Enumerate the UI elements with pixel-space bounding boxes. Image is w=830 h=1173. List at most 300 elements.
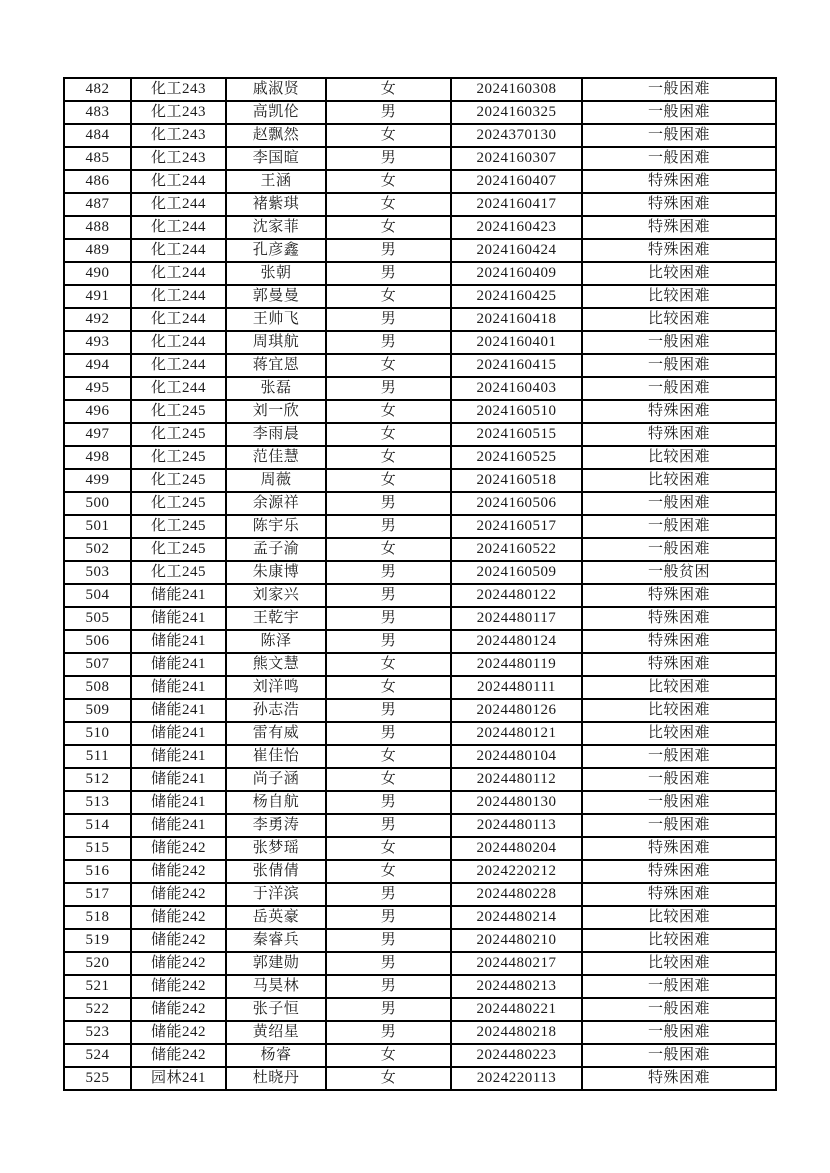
student-name-cell: 周琪航 — [226, 331, 326, 354]
table-row — [64, 791, 776, 814]
student-name-cell: 崔佳怡 — [226, 745, 326, 768]
table-row — [64, 193, 776, 216]
student-name-cell: 朱康博 — [226, 561, 326, 584]
row-number-cell: 496 — [64, 400, 131, 423]
class-name-cell: 化工245 — [131, 423, 226, 446]
student-name-cell: 孙志浩 — [226, 699, 326, 722]
student-name-cell: 刘洋鸣 — [226, 676, 326, 699]
student-name-cell: 孔彦鑫 — [226, 239, 326, 262]
table-row — [64, 998, 776, 1021]
class-name-cell: 化工244 — [131, 216, 226, 239]
row-number-cell: 485 — [64, 147, 131, 170]
class-name-cell: 储能241 — [131, 722, 226, 745]
row-number-cell: 504 — [64, 584, 131, 607]
gender-cell: 男 — [326, 952, 451, 975]
table-row — [64, 469, 776, 492]
student-name-cell: 张倩倩 — [226, 860, 326, 883]
difficulty-level-cell: 一般困难 — [582, 814, 776, 837]
row-number-cell: 503 — [64, 561, 131, 584]
row-number-cell: 507 — [64, 653, 131, 676]
student-id-cell: 2024480204 — [451, 837, 582, 860]
difficulty-level-cell: 特殊困难 — [582, 170, 776, 193]
class-name-cell: 化工245 — [131, 515, 226, 538]
difficulty-level-cell: 特殊困难 — [582, 216, 776, 239]
gender-cell: 女 — [326, 285, 451, 308]
table-row — [64, 768, 776, 791]
table-row — [64, 147, 776, 170]
student-id-cell: 2024160510 — [451, 400, 582, 423]
gender-cell: 女 — [326, 653, 451, 676]
row-number-cell: 490 — [64, 262, 131, 285]
gender-cell: 男 — [326, 101, 451, 124]
row-number-cell: 483 — [64, 101, 131, 124]
table-row — [64, 1021, 776, 1044]
gender-cell: 男 — [326, 814, 451, 837]
class-name-cell: 储能242 — [131, 906, 226, 929]
student-name-cell: 岳英豪 — [226, 906, 326, 929]
gender-cell: 男 — [326, 607, 451, 630]
student-id-cell: 2024220113 — [451, 1067, 582, 1090]
row-number-cell: 514 — [64, 814, 131, 837]
difficulty-level-cell: 一般困难 — [582, 124, 776, 147]
student-id-cell: 2024160401 — [451, 331, 582, 354]
class-name-cell: 储能242 — [131, 929, 226, 952]
gender-cell: 男 — [326, 377, 451, 400]
class-name-cell: 储能241 — [131, 607, 226, 630]
student-name-cell: 王帅飞 — [226, 308, 326, 331]
student-name-cell: 陈宇乐 — [226, 515, 326, 538]
student-name-cell: 马昊林 — [226, 975, 326, 998]
gender-cell: 女 — [326, 170, 451, 193]
table-row — [64, 860, 776, 883]
table-row — [64, 929, 776, 952]
table-row — [64, 814, 776, 837]
student-name-cell: 沈家菲 — [226, 216, 326, 239]
student-id-cell: 2024160425 — [451, 285, 582, 308]
class-name-cell: 化工244 — [131, 193, 226, 216]
row-number-cell: 523 — [64, 1021, 131, 1044]
difficulty-level-cell: 一般困难 — [582, 791, 776, 814]
student-id-cell: 2024480126 — [451, 699, 582, 722]
table-row — [64, 722, 776, 745]
student-id-cell: 2024480228 — [451, 883, 582, 906]
table-row — [64, 354, 776, 377]
student-name-cell: 杜晓丹 — [226, 1067, 326, 1090]
difficulty-level-cell: 特殊困难 — [582, 1067, 776, 1090]
table-row — [64, 377, 776, 400]
student-name-cell: 郭建勋 — [226, 952, 326, 975]
row-number-cell: 509 — [64, 699, 131, 722]
row-number-cell: 499 — [64, 469, 131, 492]
gender-cell: 男 — [326, 906, 451, 929]
difficulty-level-cell: 比较困难 — [582, 676, 776, 699]
row-number-cell: 512 — [64, 768, 131, 791]
gender-cell: 男 — [326, 561, 451, 584]
row-number-cell: 508 — [64, 676, 131, 699]
student-id-cell: 2024480121 — [451, 722, 582, 745]
table-row — [64, 446, 776, 469]
student-name-cell: 余源祥 — [226, 492, 326, 515]
gender-cell: 女 — [326, 768, 451, 791]
student-name-cell: 刘家兴 — [226, 584, 326, 607]
row-number-cell: 492 — [64, 308, 131, 331]
class-name-cell: 储能242 — [131, 998, 226, 1021]
row-number-cell: 510 — [64, 722, 131, 745]
student-id-cell: 2024480111 — [451, 676, 582, 699]
gender-cell: 男 — [326, 331, 451, 354]
difficulty-level-cell: 比较困难 — [582, 699, 776, 722]
table-row — [64, 170, 776, 193]
student-id-cell: 2024160407 — [451, 170, 582, 193]
difficulty-level-cell: 特殊困难 — [582, 423, 776, 446]
difficulty-level-cell: 一般困难 — [582, 1021, 776, 1044]
difficulty-level-cell: 一般困难 — [582, 147, 776, 170]
class-name-cell: 储能242 — [131, 1021, 226, 1044]
difficulty-level-cell: 一般困难 — [582, 998, 776, 1021]
student-id-cell: 2024370130 — [451, 124, 582, 147]
student-name-cell: 杨自航 — [226, 791, 326, 814]
gender-cell: 女 — [326, 78, 451, 101]
student-name-cell: 陈泽 — [226, 630, 326, 653]
table-row — [64, 676, 776, 699]
class-name-cell: 化工244 — [131, 239, 226, 262]
table-row — [64, 883, 776, 906]
student-id-cell: 2024480221 — [451, 998, 582, 1021]
student-name-cell: 于洋滨 — [226, 883, 326, 906]
difficulty-level-cell: 特殊困难 — [582, 630, 776, 653]
difficulty-level-cell: 比较困难 — [582, 929, 776, 952]
class-name-cell: 储能241 — [131, 676, 226, 699]
row-number-cell: 502 — [64, 538, 131, 561]
student-id-cell: 2024480113 — [451, 814, 582, 837]
student-name-cell: 黄绍星 — [226, 1021, 326, 1044]
student-name-cell: 褚紫琪 — [226, 193, 326, 216]
student-name-cell: 高凯伦 — [226, 101, 326, 124]
table-row — [64, 423, 776, 446]
student-id-cell: 2024160424 — [451, 239, 582, 262]
class-name-cell: 化工244 — [131, 285, 226, 308]
class-name-cell: 储能241 — [131, 584, 226, 607]
table-row — [64, 630, 776, 653]
class-name-cell: 园林241 — [131, 1067, 226, 1090]
student-name-cell: 张磊 — [226, 377, 326, 400]
table-row — [64, 78, 776, 101]
gender-cell: 女 — [326, 1044, 451, 1067]
table-row — [64, 607, 776, 630]
table-row — [64, 561, 776, 584]
class-name-cell: 化工245 — [131, 469, 226, 492]
gender-cell: 男 — [326, 308, 451, 331]
student-name-cell: 尚子涵 — [226, 768, 326, 791]
table-row — [64, 400, 776, 423]
gender-cell: 男 — [326, 883, 451, 906]
row-number-cell: 511 — [64, 745, 131, 768]
row-number-cell: 501 — [64, 515, 131, 538]
student-name-cell: 郭曼曼 — [226, 285, 326, 308]
class-name-cell: 储能241 — [131, 791, 226, 814]
class-name-cell: 化工245 — [131, 446, 226, 469]
student-name-cell: 王涵 — [226, 170, 326, 193]
gender-cell: 男 — [326, 791, 451, 814]
gender-cell: 女 — [326, 745, 451, 768]
row-number-cell: 486 — [64, 170, 131, 193]
gender-cell: 女 — [326, 538, 451, 561]
table-row — [64, 492, 776, 515]
difficulty-level-cell: 特殊困难 — [582, 653, 776, 676]
difficulty-level-cell: 比较困难 — [582, 469, 776, 492]
student-id-cell: 2024160525 — [451, 446, 582, 469]
student-id-cell: 2024160522 — [451, 538, 582, 561]
gender-cell: 女 — [326, 446, 451, 469]
student-id-cell: 2024480130 — [451, 791, 582, 814]
table-row — [64, 1067, 776, 1090]
gender-cell: 女 — [326, 469, 451, 492]
difficulty-level-cell: 比较困难 — [582, 285, 776, 308]
student-name-cell: 秦睿兵 — [226, 929, 326, 952]
table-row — [64, 101, 776, 124]
student-name-cell: 范佳慧 — [226, 446, 326, 469]
row-number-cell: 519 — [64, 929, 131, 952]
student-id-cell: 2024480213 — [451, 975, 582, 998]
table-row — [64, 285, 776, 308]
difficulty-level-cell: 一般困难 — [582, 492, 776, 515]
class-name-cell: 化工245 — [131, 492, 226, 515]
class-name-cell: 化工245 — [131, 538, 226, 561]
difficulty-level-cell: 一般困难 — [582, 377, 776, 400]
difficulty-level-cell: 特殊困难 — [582, 400, 776, 423]
class-name-cell: 储能242 — [131, 883, 226, 906]
class-name-cell: 化工244 — [131, 354, 226, 377]
difficulty-level-cell: 特殊困难 — [582, 837, 776, 860]
difficulty-level-cell: 比较困难 — [582, 952, 776, 975]
class-name-cell: 化工243 — [131, 147, 226, 170]
student-id-cell: 2024480112 — [451, 768, 582, 791]
student-id-cell: 2024160307 — [451, 147, 582, 170]
gender-cell: 女 — [326, 193, 451, 216]
gender-cell: 男 — [326, 699, 451, 722]
table-row — [64, 1044, 776, 1067]
student-id-cell: 2024480217 — [451, 952, 582, 975]
student-id-cell: 2024160423 — [451, 216, 582, 239]
student-id-cell: 2024160415 — [451, 354, 582, 377]
gender-cell: 女 — [326, 676, 451, 699]
row-number-cell: 515 — [64, 837, 131, 860]
class-name-cell: 储能242 — [131, 860, 226, 883]
gender-cell: 男 — [326, 722, 451, 745]
gender-cell: 男 — [326, 492, 451, 515]
table-row — [64, 262, 776, 285]
table-row — [64, 515, 776, 538]
row-number-cell: 482 — [64, 78, 131, 101]
difficulty-level-cell: 一般困难 — [582, 78, 776, 101]
row-number-cell: 524 — [64, 1044, 131, 1067]
student-id-cell: 2024480117 — [451, 607, 582, 630]
difficulty-level-cell: 一般困难 — [582, 331, 776, 354]
student-name-cell: 雷有威 — [226, 722, 326, 745]
class-name-cell: 化工245 — [131, 400, 226, 423]
student-id-cell: 2024480214 — [451, 906, 582, 929]
class-name-cell: 储能242 — [131, 837, 226, 860]
student-id-cell: 2024480104 — [451, 745, 582, 768]
table-row — [64, 331, 776, 354]
gender-cell: 男 — [326, 262, 451, 285]
table-row — [64, 239, 776, 262]
row-number-cell: 484 — [64, 124, 131, 147]
row-number-cell: 521 — [64, 975, 131, 998]
student-id-cell: 2024160509 — [451, 561, 582, 584]
table-row — [64, 975, 776, 998]
gender-cell: 男 — [326, 975, 451, 998]
row-number-cell: 517 — [64, 883, 131, 906]
class-name-cell: 化工243 — [131, 101, 226, 124]
difficulty-level-cell: 一般困难 — [582, 515, 776, 538]
class-name-cell: 储能241 — [131, 745, 226, 768]
row-number-cell: 493 — [64, 331, 131, 354]
class-name-cell: 化工244 — [131, 170, 226, 193]
table-row — [64, 745, 776, 768]
student-name-cell: 李勇涛 — [226, 814, 326, 837]
student-name-cell: 李国暄 — [226, 147, 326, 170]
class-name-cell: 化工244 — [131, 331, 226, 354]
difficulty-level-cell: 一般困难 — [582, 101, 776, 124]
class-name-cell: 储能242 — [131, 1044, 226, 1067]
table-row — [64, 952, 776, 975]
difficulty-level-cell: 一般困难 — [582, 538, 776, 561]
difficulty-level-cell: 特殊困难 — [582, 883, 776, 906]
student-difficulty-table — [63, 77, 777, 1091]
student-id-cell: 2024160418 — [451, 308, 582, 331]
class-name-cell: 化工244 — [131, 308, 226, 331]
student-id-cell: 2024160518 — [451, 469, 582, 492]
difficulty-level-cell: 一般贫困 — [582, 561, 776, 584]
difficulty-level-cell: 比较困难 — [582, 722, 776, 745]
student-name-cell: 王乾宇 — [226, 607, 326, 630]
class-name-cell: 化工244 — [131, 262, 226, 285]
table-body — [64, 78, 776, 1090]
student-id-cell: 2024160308 — [451, 78, 582, 101]
student-id-cell: 2024160403 — [451, 377, 582, 400]
difficulty-level-cell: 比较困难 — [582, 446, 776, 469]
student-name-cell: 孟子渝 — [226, 538, 326, 561]
class-name-cell: 化工243 — [131, 78, 226, 101]
table-row — [64, 124, 776, 147]
student-name-cell: 戚淑贤 — [226, 78, 326, 101]
row-number-cell: 513 — [64, 791, 131, 814]
class-name-cell: 储能241 — [131, 653, 226, 676]
student-id-cell: 2024220212 — [451, 860, 582, 883]
table-row — [64, 538, 776, 561]
student-name-cell: 熊文慧 — [226, 653, 326, 676]
class-name-cell: 化工244 — [131, 377, 226, 400]
row-number-cell: 491 — [64, 285, 131, 308]
difficulty-level-cell: 一般困难 — [582, 975, 776, 998]
gender-cell: 女 — [326, 837, 451, 860]
row-number-cell: 495 — [64, 377, 131, 400]
student-name-cell: 杨睿 — [226, 1044, 326, 1067]
row-number-cell: 505 — [64, 607, 131, 630]
difficulty-level-cell: 一般困难 — [582, 768, 776, 791]
difficulty-level-cell: 特殊困难 — [582, 860, 776, 883]
difficulty-level-cell: 特殊困难 — [582, 239, 776, 262]
difficulty-level-cell: 比较困难 — [582, 906, 776, 929]
difficulty-level-cell: 特殊困难 — [582, 193, 776, 216]
gender-cell: 女 — [326, 124, 451, 147]
difficulty-level-cell: 特殊困难 — [582, 607, 776, 630]
gender-cell: 女 — [326, 860, 451, 883]
table-row — [64, 216, 776, 239]
gender-cell: 女 — [326, 423, 451, 446]
table-row — [64, 653, 776, 676]
class-name-cell: 化工243 — [131, 124, 226, 147]
difficulty-level-cell: 比较困难 — [582, 308, 776, 331]
gender-cell: 男 — [326, 998, 451, 1021]
class-name-cell: 储能241 — [131, 814, 226, 837]
class-name-cell: 储能241 — [131, 768, 226, 791]
row-number-cell: 520 — [64, 952, 131, 975]
gender-cell: 女 — [326, 1067, 451, 1090]
gender-cell: 男 — [326, 584, 451, 607]
gender-cell: 女 — [326, 216, 451, 239]
row-number-cell: 506 — [64, 630, 131, 653]
student-name-cell: 李雨晨 — [226, 423, 326, 446]
row-number-cell: 497 — [64, 423, 131, 446]
gender-cell: 男 — [326, 1021, 451, 1044]
student-id-cell: 2024160517 — [451, 515, 582, 538]
student-name-cell: 蒋宜恩 — [226, 354, 326, 377]
student-name-cell: 张子恒 — [226, 998, 326, 1021]
student-name-cell: 周薇 — [226, 469, 326, 492]
class-name-cell: 储能242 — [131, 975, 226, 998]
student-id-cell: 2024480124 — [451, 630, 582, 653]
table-row — [64, 837, 776, 860]
class-name-cell: 储能241 — [131, 630, 226, 653]
difficulty-level-cell: 比较困难 — [582, 262, 776, 285]
table-row — [64, 906, 776, 929]
student-name-cell: 张朝 — [226, 262, 326, 285]
gender-cell: 男 — [326, 929, 451, 952]
gender-cell: 男 — [326, 515, 451, 538]
difficulty-level-cell: 一般困难 — [582, 354, 776, 377]
student-id-cell: 2024160515 — [451, 423, 582, 446]
student-id-cell: 2024160506 — [451, 492, 582, 515]
student-id-cell: 2024160409 — [451, 262, 582, 285]
table-row — [64, 584, 776, 607]
student-name-cell: 刘一欣 — [226, 400, 326, 423]
student-id-cell: 2024480210 — [451, 929, 582, 952]
gender-cell: 女 — [326, 400, 451, 423]
class-name-cell: 储能242 — [131, 952, 226, 975]
student-id-cell: 2024480223 — [451, 1044, 582, 1067]
difficulty-level-cell: 一般困难 — [582, 745, 776, 768]
row-number-cell: 489 — [64, 239, 131, 262]
row-number-cell: 525 — [64, 1067, 131, 1090]
row-number-cell: 498 — [64, 446, 131, 469]
gender-cell: 男 — [326, 239, 451, 262]
row-number-cell: 488 — [64, 216, 131, 239]
table-row — [64, 699, 776, 722]
gender-cell: 男 — [326, 147, 451, 170]
class-name-cell: 化工245 — [131, 561, 226, 584]
student-id-cell: 2024160325 — [451, 101, 582, 124]
row-number-cell: 518 — [64, 906, 131, 929]
row-number-cell: 500 — [64, 492, 131, 515]
student-id-cell: 2024160417 — [451, 193, 582, 216]
student-name-cell: 赵飘然 — [226, 124, 326, 147]
student-name-cell: 张梦瑶 — [226, 837, 326, 860]
student-id-cell: 2024480119 — [451, 653, 582, 676]
class-name-cell: 储能241 — [131, 699, 226, 722]
row-number-cell: 522 — [64, 998, 131, 1021]
